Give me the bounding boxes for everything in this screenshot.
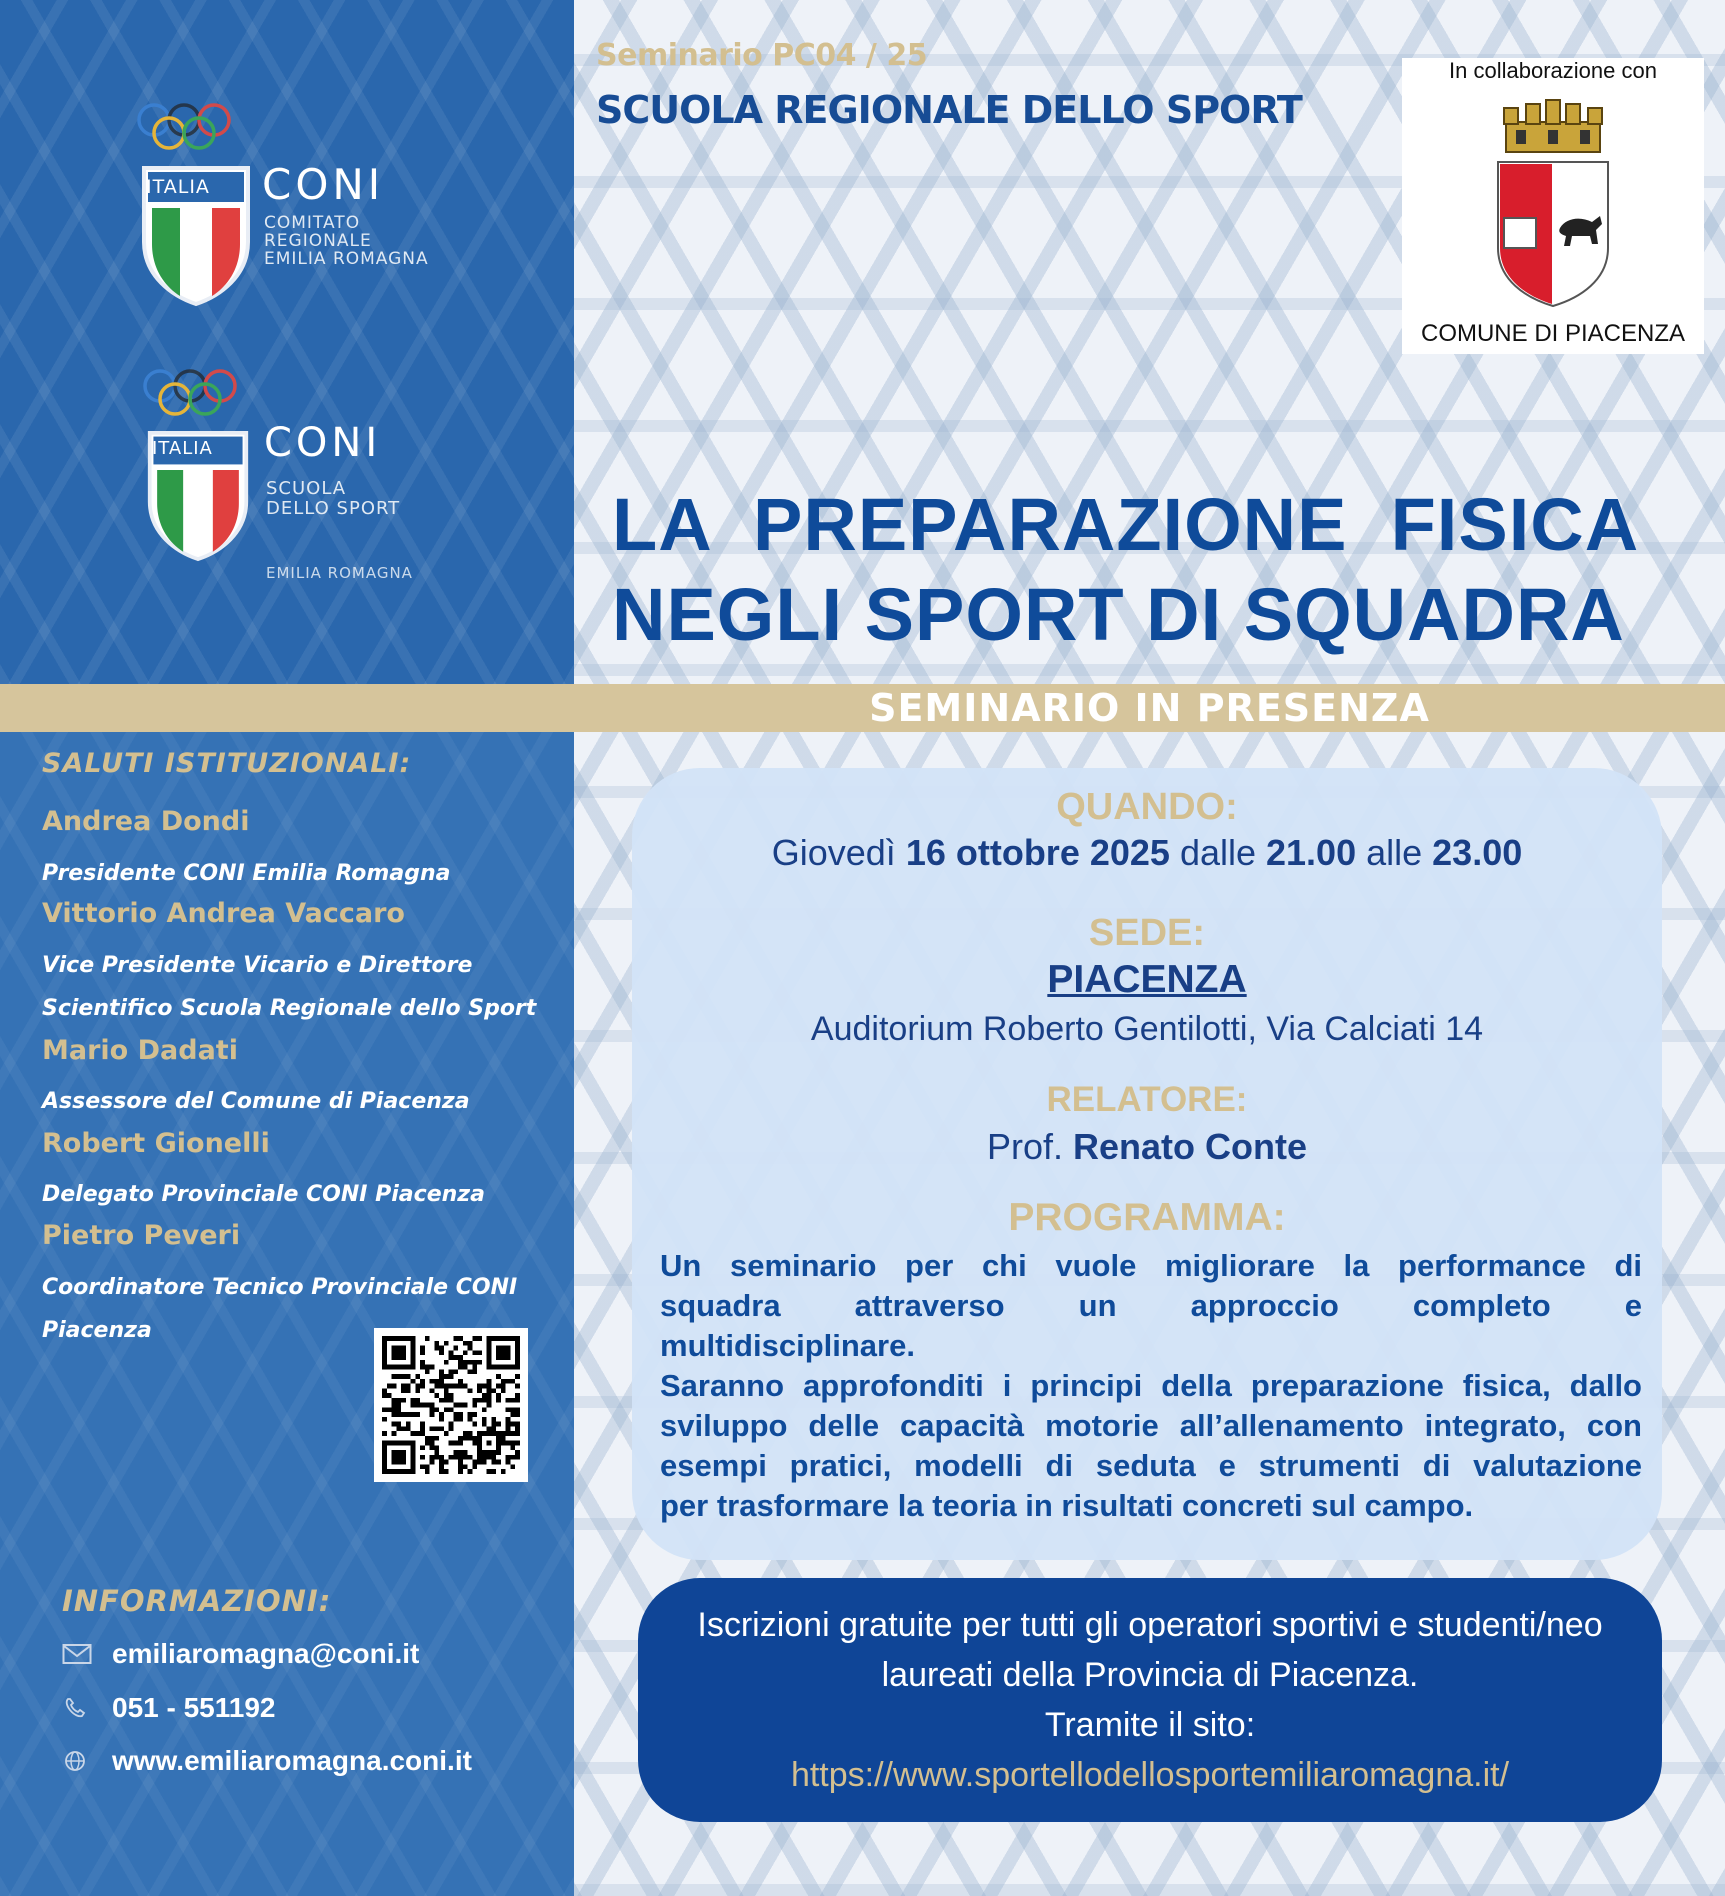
- person-role: Vice Presidente Vicario e Direttore: [42, 953, 473, 978]
- registration-box: [638, 1578, 1662, 1822]
- speaker-line: [632, 1126, 1662, 1168]
- mail-icon: [62, 1642, 92, 1666]
- saluti-title: SALUTI ISTITUZIONALI:: [42, 748, 412, 779]
- where-address: Auditorium Roberto Gentilotti, Via Calciati 14: [810, 1010, 1484, 1048]
- when-end: 23.00: [1432, 832, 1523, 873]
- when-line: [632, 832, 1662, 874]
- main-title-line-1: LA PREPARAZIONE FISICA: [612, 483, 1640, 566]
- speaker-label: RELATORE:: [1046, 1080, 1248, 1119]
- seminar-code: Seminario PC04 / 25: [596, 38, 928, 73]
- person-role: Scientifico Scuola Regionale dello Sport: [42, 996, 537, 1021]
- coni-sub-line-1: SCUOLA: [266, 478, 347, 499]
- contact-email[interactable]: emiliaromagna@coni.it: [112, 1638, 420, 1669]
- comune-name: COMUNE DI PIACENZA: [1420, 320, 1686, 347]
- contact-phone[interactable]: 051 - 551192: [112, 1692, 276, 1723]
- olympic-rings-icon: [134, 100, 254, 150]
- program-line: Saranno approfonditi i principi della preparazione fisica, dallo: [660, 1368, 1642, 1403]
- coni-regional-logo: [134, 100, 454, 312]
- person-role: Piacenza: [42, 1318, 152, 1343]
- person-role: Delegato Provinciale CONI Piacenza: [42, 1182, 485, 1207]
- olympic-rings-icon: [140, 366, 260, 416]
- registration-link[interactable]: https://www.sportellodellosportemiliaromagna.it/: [790, 1756, 1510, 1794]
- when-date: 16 ottobre 2025: [905, 832, 1170, 873]
- contact-phone-row[interactable]: [62, 1692, 276, 1724]
- phone-icon: [62, 1696, 92, 1720]
- where-city: PIACENZA: [1047, 958, 1247, 1001]
- main-title-line-2: NEGLI SPORT DI SQUADRA: [612, 573, 1625, 656]
- contact-website[interactable]: www.emiliaromagna.coni.it: [112, 1745, 472, 1776]
- person-role: Presidente CONI Emilia Romagna: [42, 861, 451, 886]
- shield-label: ITALIA: [146, 176, 210, 198]
- school-title: SCUOLA REGIONALE DELLO SPORT: [596, 88, 1302, 132]
- registration-line-1: Iscrizioni gratuite per tutti gli operatori sportivi e studenti/neo: [697, 1606, 1603, 1644]
- program-line: multidisciplinare.: [660, 1328, 915, 1363]
- person-role: Coordinatore Tecnico Provinciale CONI: [42, 1275, 518, 1300]
- event-details-card: [632, 768, 1662, 1560]
- person-name: Pietro Peveri: [42, 1220, 241, 1251]
- speaker-prefix: Prof.: [986, 1126, 1074, 1167]
- person-name: Robert Gionelli: [42, 1128, 270, 1159]
- qr-code-icon: [382, 1336, 520, 1474]
- shield-label: ITALIA: [152, 438, 213, 459]
- comune-logo-box: [1402, 58, 1704, 354]
- coni-wordmark: CONI: [264, 420, 382, 466]
- speaker-name: Renato Conte: [1073, 1126, 1308, 1167]
- registration-line-3: Tramite il sito:: [1044, 1706, 1256, 1744]
- when-start: 21.00: [1266, 832, 1357, 873]
- person-role: Assessore del Comune di Piacenza: [42, 1089, 470, 1114]
- coni-sub-line-2: REGIONALE: [264, 231, 372, 251]
- when-from: dalle: [1169, 832, 1267, 873]
- coni-extra-line: EMILIA ROMAGNA: [266, 564, 413, 582]
- person-name: Mario Dadati: [42, 1035, 238, 1066]
- program-text: [660, 1246, 1642, 1526]
- when-label: QUANDO:: [1056, 786, 1238, 828]
- globe-icon: [62, 1749, 92, 1773]
- program-line: squadra attraverso un approccio completo e: [660, 1288, 1642, 1323]
- contact-website-row[interactable]: [62, 1745, 472, 1777]
- program-line: sviluppo delle capacità motorie all’allenamento integrato, con: [660, 1408, 1642, 1443]
- program-line: esempi pratici, modelli di seduta e strumenti di valutazione: [660, 1448, 1642, 1483]
- when-day: Giovedì: [771, 832, 906, 873]
- registration-line-2: laureati della Provincia di Piacenza.: [881, 1656, 1419, 1694]
- when-to: alle: [1356, 832, 1433, 873]
- coni-sub-line-3: EMILIA ROMAGNA: [264, 249, 429, 269]
- info-title: INFORMAZIONI:: [62, 1584, 332, 1618]
- contact-email-row[interactable]: [62, 1638, 419, 1670]
- collaboration-text: In collaborazione con: [1449, 58, 1657, 83]
- piacenza-crest-icon: [1496, 98, 1610, 308]
- where-label: SEDE:: [1088, 912, 1206, 954]
- coni-sub-line-1: COMITATO: [264, 213, 361, 233]
- person-name: Andrea Dondi: [42, 806, 250, 837]
- program-line: Un seminario per chi vuole migliorare la performance di: [660, 1248, 1642, 1283]
- program-label: PROGRAMMA:: [1008, 1196, 1286, 1239]
- qr-code[interactable]: [374, 1328, 528, 1482]
- coni-school-logo: [140, 366, 460, 586]
- band-label: SEMINARIO IN PRESENZA: [869, 686, 1430, 730]
- coni-wordmark: CONI: [262, 160, 385, 209]
- person-name: Vittorio Andrea Vaccaro: [42, 898, 405, 929]
- coni-sub-line-2: DELLO SPORT: [266, 498, 401, 519]
- main-title: [612, 480, 1712, 660]
- program-line: per trasformare la teoria in risultati concreti sul campo.: [660, 1488, 1474, 1523]
